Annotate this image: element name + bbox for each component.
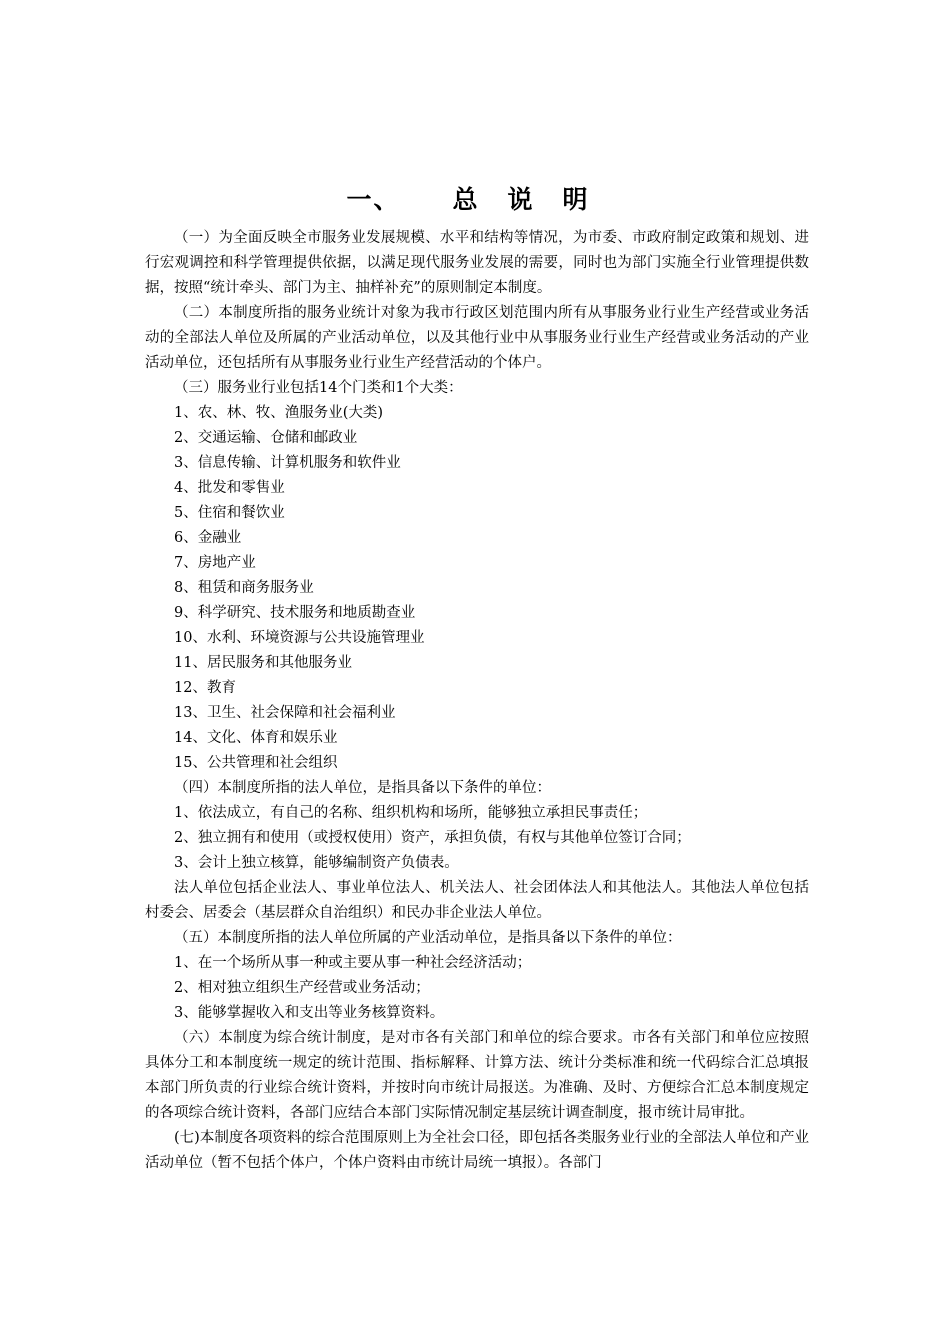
list-item: 2、相对独立组织生产经营或业务活动； <box>174 980 430 996</box>
list-item: 12、教育 <box>174 680 236 696</box>
list-item: 5、住宿和餐饮业 <box>174 505 285 521</box>
list-item: 2、独立拥有和使用（或授权使用）资产，承担负债，有权与其他单位签订合同； <box>174 830 691 846</box>
paragraph-5: （五）本制度所指的法人单位所属的产业活动单位，是指具备以下条件的单位： <box>174 930 682 946</box>
section-title <box>0 183 950 217</box>
paragraph-6: （六）本制度为综合统计制度，是对市各有关部门和单位的综合要求。市各有关部门和单位应按照具体分工和本制度统一规定的统计范围、指标解释、计算方法、统计分类标准和统一代码综合汇总填报本部门所负责的行业综合统计资料，并按时向市统计局报送。为准确、及时、方便综合汇总本制度规定的各项综合统计资料，各部门应结合本部门实际情况制定基层统计调查制度，报市统计局审批。 <box>145 1030 809 1121</box>
list-item: 8、租赁和商务服务业 <box>174 580 314 596</box>
list-item: 6、金融业 <box>174 530 242 546</box>
list-item: 10、水利、环境资源与公共设施管理业 <box>174 630 425 646</box>
list-item: 1、依法成立，有自己的名称、组织机构和场所，能够独立承担民事责任； <box>174 805 648 821</box>
list-item: 15、公共管理和社会组织 <box>174 755 338 771</box>
paragraph-2: （二）本制度所指的服务业统计对象为我市行政区划范围内所有从事服务业行业生产经营或业务活动的全部法人单位及所属的产业活动单位，以及其他行业中从事服务业行业生产经营或业务活动的产业活动单位，还包括所有从事服务业行业生产经营活动的个体户。 <box>145 305 809 371</box>
paragraph-4b: 法人单位包括企业法人、事业单位法人、机关法人、社会团体法人和其他法人。其他法人单位包括村委会、居委会（基层群众自治组织）和民办非企业法人单位。 <box>145 880 809 921</box>
list-item: 13、卫生、社会保障和社会福利业 <box>174 705 396 721</box>
legal-conditions-list <box>145 801 809 876</box>
list-item: 3、信息传输、计算机服务和软件业 <box>174 455 401 471</box>
title-char-3: 明 <box>562 185 590 214</box>
list-item: 1、农、林、牧、渔服务业(大类) <box>174 405 384 421</box>
paragraph-3: （三）服务业行业包括14个门类和1个大类： <box>174 380 463 396</box>
paragraph-1: （一）为全面反映全市服务业发展规模、水平和结构等情况，为市委、市政府制定政策和规划、进行宏观调控和科学管理提供依据，以满足现代服务业发展的需要，同时也为部门实施全行业管理提供数据，按照“统计牵头、部门为主、抽样补充”的原则制定本制度。 <box>145 230 809 296</box>
list-item: 11、居民服务和其他服务业 <box>174 655 352 671</box>
list-item: 1、在一个场所从事一种或主要从事一种社会经济活动； <box>174 955 532 971</box>
list-item: 14、文化、体育和娱乐业 <box>174 730 338 746</box>
industry-list <box>145 401 809 776</box>
title-char-2: 说 <box>507 185 535 214</box>
list-item: 3、会计上独立核算，能够编制资产负债表。 <box>174 855 459 871</box>
list-item: 3、能够掌握收入和支出等业务核算资料。 <box>174 1005 445 1021</box>
list-item: 4、批发和零售业 <box>174 480 285 496</box>
document-body <box>145 226 809 1176</box>
paragraph-7: (七)本制度各项资料的综合范围原则上为全社会口径，即包括各类服务业行业的全部法人单位和产业活动单位（暂不包括个体户，个体户资料由市统计局统一填报）。各部门 <box>145 1130 809 1171</box>
list-item: 9、科学研究、技术服务和地质勘查业 <box>174 605 416 621</box>
title-number: 一、 <box>346 185 401 214</box>
activity-conditions-list <box>145 951 809 1026</box>
list-item: 7、房地产业 <box>174 555 256 571</box>
title-char-1: 总 <box>452 185 480 214</box>
paragraph-4: （四）本制度所指的法人单位，是指具备以下条件的单位： <box>174 780 551 796</box>
list-item: 2、交通运输、仓储和邮政业 <box>174 430 358 446</box>
